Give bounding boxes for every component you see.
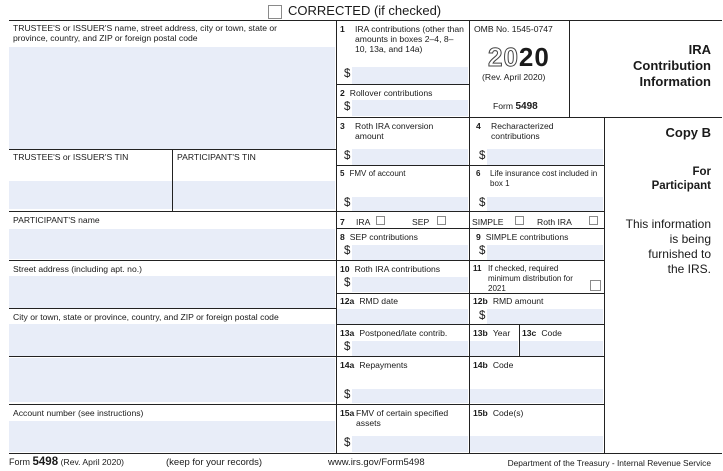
copy-label: Copy B (665, 125, 711, 140)
info-text: This information is being furnished to the IRS. (625, 217, 711, 276)
box15a-label: 15a FMV of certain specified assets (340, 408, 449, 428)
box8-field[interactable] (352, 245, 468, 260)
trustee-label: TRUSTEE'S or ISSUER'S name, street address, city or town, state or province, country, and ZIP or foreign postal code (13, 23, 278, 43)
box5-field[interactable] (352, 197, 468, 212)
box7-simple-checkbox[interactable] (515, 216, 524, 225)
box15b-label: 15b Code(s) (473, 408, 524, 418)
participant-name-label: PARTICIPANT'S name (13, 215, 100, 225)
box11-label: 11 If checked, required minimum distribution for 2021 (473, 264, 573, 293)
footer-dept: Department of the Treasury - Internal Revenue Service (507, 458, 711, 468)
box1-field[interactable] (352, 67, 468, 84)
box7-label: 7 (340, 217, 345, 227)
participant-tin-field[interactable] (173, 181, 335, 209)
for-participant: For Participant (651, 166, 711, 192)
box12b-dollar: $ (479, 310, 486, 322)
box3-field[interactable] (352, 149, 468, 166)
box13a-label: 13a Postponed/late contrib. (340, 328, 448, 338)
box6-dollar: $ (479, 197, 486, 209)
box13c-field[interactable] (520, 341, 603, 356)
street-field[interactable] (9, 276, 335, 308)
box9-dollar: $ (479, 245, 486, 257)
account-field[interactable] (9, 421, 335, 452)
city-label: City or town, state or province, country, and ZIP or foreign postal code (13, 312, 279, 322)
box12a-field[interactable] (336, 309, 468, 325)
box7-sep-label: SEP (412, 217, 430, 227)
footer-keep: (keep for your records) (166, 457, 263, 468)
box7-ira-label: IRA (356, 217, 371, 227)
box6-field[interactable] (487, 197, 603, 212)
revision-date: (Rev. April 2020) (482, 72, 546, 82)
street-label: Street address (including apt. no.) (13, 264, 142, 274)
omb-number: OMB No. 1545-0747 (474, 24, 553, 34)
box10-label: 10 Roth IRA contributions (340, 264, 441, 274)
box10-field[interactable] (352, 277, 468, 292)
box7-simple-label: SIMPLE (472, 217, 504, 227)
footer-url[interactable]: www.irs.gov/Form5498 (328, 457, 425, 468)
corrected-label: CORRECTED (if checked) (288, 3, 442, 18)
box7-roth-label: Roth IRA (537, 217, 572, 227)
box13a-field[interactable] (352, 341, 468, 356)
box7-sep-checkbox[interactable] (437, 216, 446, 225)
trustee-field[interactable] (9, 47, 335, 149)
box5-label: 5 FMV of account (340, 169, 406, 178)
box11-checkbox[interactable] (590, 280, 601, 291)
box1-dollar: $ (344, 68, 351, 80)
box5-dollar: $ (344, 197, 351, 209)
box14b-label: 14b Code (473, 360, 514, 370)
tax-year: 2020 (488, 42, 550, 72)
box8-label: 8 SEP contributions (340, 232, 418, 242)
box8-dollar: $ (344, 245, 351, 257)
box9-field[interactable] (487, 245, 603, 260)
box10-dollar: $ (344, 277, 351, 289)
box15b-field[interactable] (470, 436, 603, 452)
box3-dollar: $ (344, 150, 351, 162)
city-field[interactable] (9, 324, 335, 356)
box15a-field[interactable] (352, 436, 468, 452)
box4-label: 4 Recharacterized contributions (476, 121, 554, 141)
box7-ira-checkbox[interactable] (376, 216, 385, 225)
box2-label: 2 Rollover contributions (340, 88, 433, 98)
box1-label: 1 IRA contributions (other than amounts in boxes 2–4, 8–10, 13a, and 14a) (340, 24, 464, 54)
box14a-label: 14a Repayments (340, 360, 408, 370)
form-title: IRA Contribution Information (633, 42, 711, 89)
participant-tin-label: PARTICIPANT'S TIN (177, 152, 256, 162)
trustee-tin-field[interactable] (9, 181, 172, 209)
box13c-label: 13c Code (522, 328, 562, 338)
box15a-dollar: $ (344, 437, 351, 449)
form-id: Form 5498 (493, 101, 538, 112)
box2-dollar: $ (344, 101, 351, 113)
footer-form-id: Form 5498 (Rev. April 2020) (9, 456, 124, 468)
box7-roth-checkbox[interactable] (589, 216, 598, 225)
trustee-tin-label: TRUSTEE'S or ISSUER'S TIN (13, 152, 129, 162)
box9-label: 9 SIMPLE contributions (476, 232, 569, 242)
box14a-dollar: $ (344, 389, 351, 401)
box14b-field[interactable] (470, 389, 603, 403)
box13b-label: 13b Year (473, 328, 511, 338)
box12b-label: 12b RMD amount (473, 296, 544, 306)
box2-field[interactable] (352, 100, 468, 116)
extra-field[interactable] (9, 358, 335, 402)
box13a-dollar: $ (344, 341, 351, 353)
box13b-field[interactable] (470, 341, 518, 356)
box12a-label: 12a RMD date (340, 296, 399, 306)
box4-dollar: $ (479, 150, 486, 162)
box12b-field[interactable] (487, 309, 603, 325)
box3-label: 3 Roth IRA conversion amount (340, 121, 434, 141)
box14a-field[interactable] (352, 389, 468, 403)
box6-label: 6 Life insurance cost included in box 1 (476, 169, 598, 188)
box4-field[interactable] (487, 149, 603, 166)
corrected-checkbox[interactable] (268, 5, 282, 19)
account-label: Account number (see instructions) (13, 408, 144, 418)
participant-name-field[interactable] (9, 229, 335, 259)
